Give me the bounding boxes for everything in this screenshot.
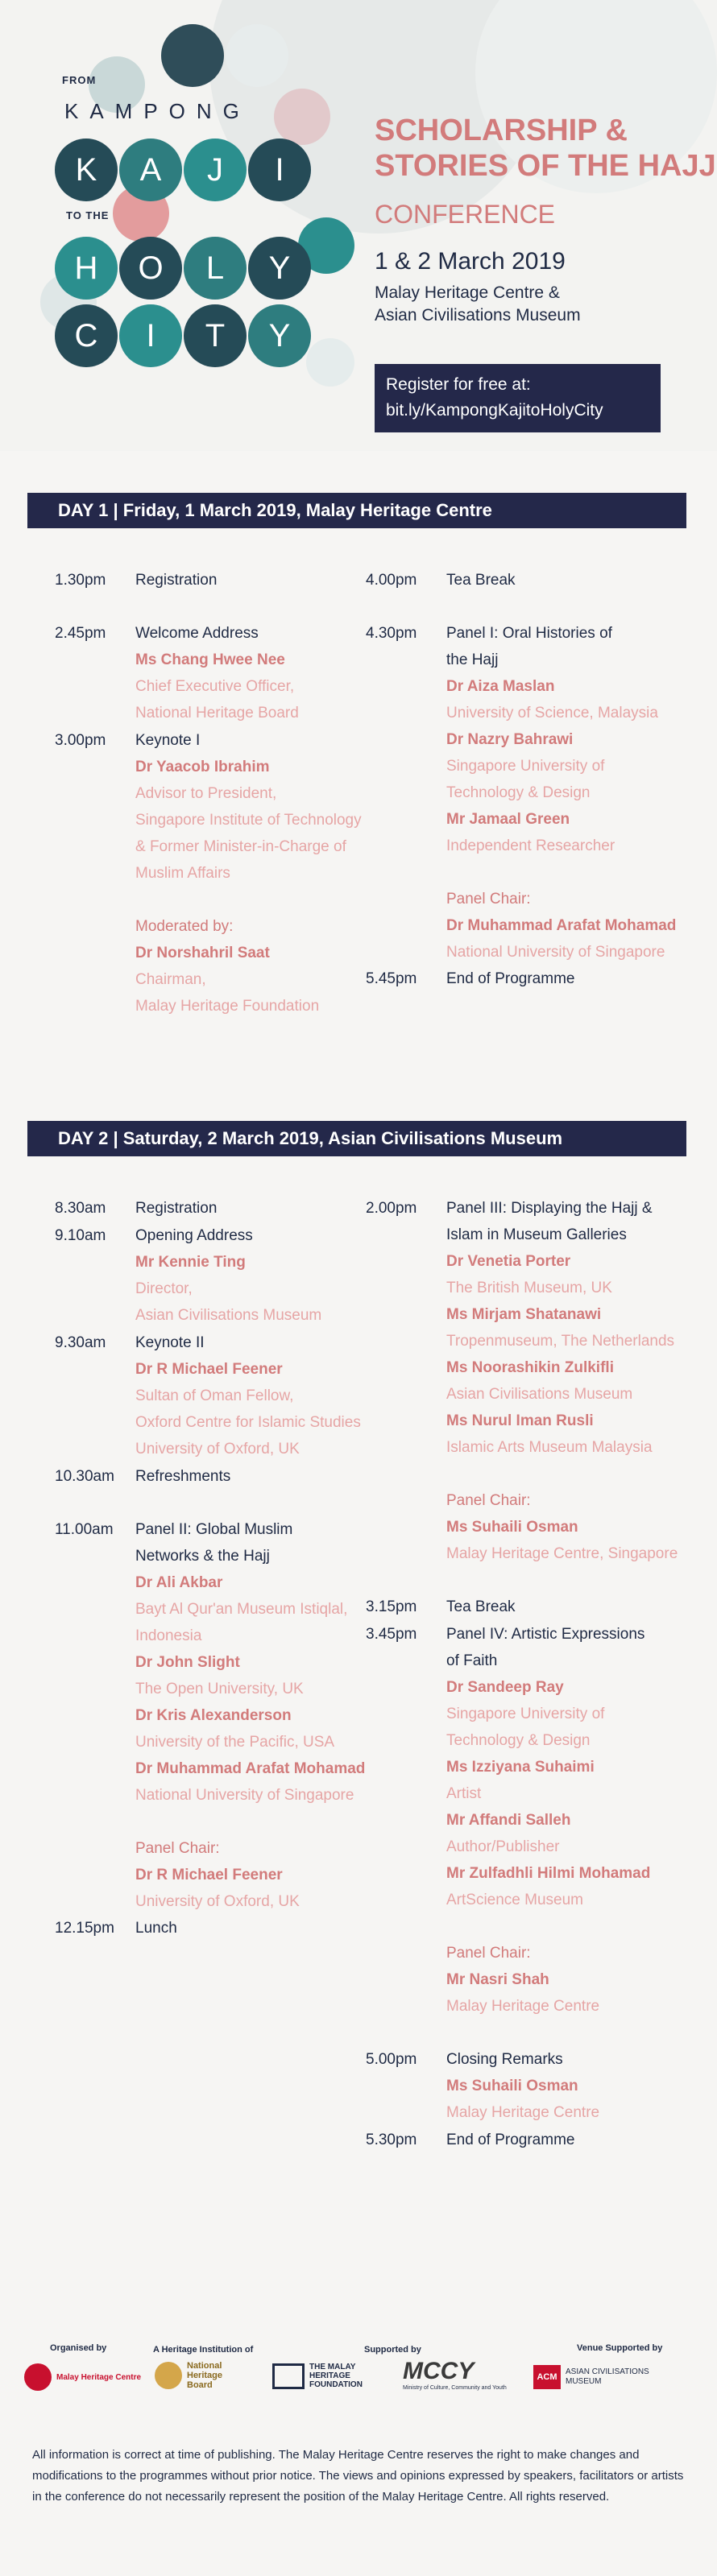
session-title: Tea Break: [446, 572, 516, 589]
speaker-name: Ms Noorashikin Zulkifli: [446, 1359, 614, 1376]
conference-subtitle: CONFERENCE: [375, 200, 556, 229]
speaker-affiliation: Asian Civilisations Museum: [135, 1307, 322, 1324]
schedule-time: 4.30pm: [366, 625, 417, 642]
speaker-affiliation: University of Science, Malaysia: [446, 705, 658, 722]
speaker-affiliation: Oxford Centre for Islamic Studies: [135, 1414, 361, 1431]
session-title: [135, 887, 362, 913]
schedule-details: [135, 1915, 177, 1941]
schedule-details: [446, 1621, 650, 2020]
speaker-affiliation: Singapore University of: [446, 1706, 605, 1722]
schedule-time: 8.30am: [55, 1200, 106, 1217]
speaker-affiliation: Asian Civilisations Museum: [446, 1386, 633, 1403]
nhb-logo-icon: [155, 2362, 182, 2389]
logo-letter: J: [184, 139, 247, 201]
role-label: Panel Chair:: [446, 1492, 531, 1509]
session-title: [446, 1913, 650, 1940]
role-label: Panel Chair:: [135, 1840, 220, 1857]
schedule-time: 10.30am: [55, 1468, 114, 1485]
malay-heritage-centre-logo: Malay Heritage Centre: [24, 2363, 141, 2391]
session-title: [446, 859, 676, 886]
session-title: the Hajj: [446, 651, 499, 668]
speaker-affiliation: Technology & Design: [446, 784, 591, 801]
speaker-affiliation: National Heritage Board: [135, 705, 299, 722]
speaker-name: Dr Muhammad Arafat Mohamad: [446, 917, 677, 934]
speaker-affiliation: National University of Singapore: [446, 944, 665, 961]
session-title: [135, 1809, 365, 1835]
speaker-name: Dr John Slight: [135, 1654, 240, 1671]
session-title: [446, 1461, 678, 1487]
speaker-name: Dr Kris Alexanderson: [135, 1707, 292, 1724]
hero-banner: [0, 0, 717, 451]
schedule-details: [446, 620, 676, 965]
speaker-affiliation: Advisor to President,: [135, 785, 277, 802]
session-title: Lunch: [135, 1920, 177, 1937]
speaker-affiliation: University of Oxford, UK: [135, 1441, 300, 1458]
mhc-logo-icon: [24, 2363, 52, 2391]
schedule-time: 11.00am: [55, 1521, 114, 1538]
logo-letter: A: [119, 139, 182, 201]
role-label: Moderated by:: [135, 918, 234, 935]
schedule-details: [135, 1222, 321, 1329]
logo-letter: T: [184, 304, 247, 367]
speaker-name: Dr Muhammad Arafat Mohamad: [135, 1760, 366, 1777]
schedule-time: 9.10am: [55, 1227, 106, 1244]
mhf-logo-icon: [272, 2363, 305, 2389]
schedule-time: 12.15pm: [55, 1920, 114, 1937]
speaker-name: Mr Zulfadhli Hilmi Mohamad: [446, 1865, 651, 1882]
organised-by-label: Organised by: [50, 2343, 107, 2353]
speaker-affiliation: Technology & Design: [446, 1732, 591, 1749]
schedule-details: [446, 1594, 516, 1620]
schedule-time: 5.30pm: [366, 2132, 417, 2148]
logo-letter: O: [119, 237, 182, 300]
speaker-affiliation: Malay Heritage Foundation: [135, 998, 320, 1015]
session-title: Opening Address: [135, 1227, 253, 1244]
speaker-affiliation: University of Oxford, UK: [135, 1893, 300, 1910]
speaker-name: Ms Mirjam Shatanawi: [446, 1306, 602, 1323]
speaker-affiliation: Singapore University of: [446, 758, 605, 775]
speaker-name: Mr Nasri Shah: [446, 1971, 549, 1988]
asian-civilisations-museum-logo: ACM ASIAN CIVILISATIONS MUSEUM: [533, 2365, 649, 2389]
speaker-name: Dr R Michael Feener: [135, 1361, 283, 1378]
schedule-details: [446, 2046, 599, 2126]
speaker-affiliation: Chief Executive Officer,: [135, 678, 295, 695]
schedule-details: [135, 567, 217, 593]
schedule-time: 2.45pm: [55, 625, 106, 642]
from-label: FROM: [62, 74, 97, 86]
schedule-details: [135, 727, 362, 1019]
role-label: Panel Chair:: [446, 1945, 531, 1962]
speaker-affiliation: Chairman,: [135, 971, 206, 988]
speaker-affiliation: National University of Singapore: [135, 1787, 354, 1804]
session-title: Panel II: Global Muslim: [135, 1521, 293, 1538]
speaker-name: Dr R Michael Feener: [135, 1867, 283, 1883]
speaker-affiliation: Sultan of Oman Fellow,: [135, 1387, 294, 1404]
speaker-name: Mr Kennie Ting: [135, 1254, 246, 1271]
schedule-time: 1.30pm: [55, 572, 106, 589]
speaker-name: Mr Affandi Salleh: [446, 1812, 571, 1829]
session-title: End of Programme: [446, 2132, 575, 2148]
day1-header: DAY 1 | Friday, 1 March 2019, Malay Heritage Centre: [27, 493, 686, 528]
logo-letter: Y: [248, 304, 311, 367]
speaker-name: Ms Nurul Iman Rusli: [446, 1412, 594, 1429]
speaker-affiliation: ArtScience Museum: [446, 1892, 584, 1908]
mccy-logo: MCCY Ministry of Culture, Community and Youth: [403, 2358, 507, 2391]
speaker-affiliation: Islamic Arts Museum Malaysia: [446, 1439, 653, 1456]
schedule-time: 5.00pm: [366, 2051, 417, 2068]
session-title: of Faith: [446, 1652, 498, 1669]
session-title: Refreshments: [135, 1468, 231, 1485]
session-title: Registration: [135, 1200, 218, 1217]
session-title: Keynote I: [135, 732, 201, 749]
speaker-name: Dr Norshahril Saat: [135, 945, 270, 961]
speaker-name: Ms Chang Hwee Nee: [135, 651, 285, 668]
schedule-details: [135, 1329, 361, 1462]
speaker-affiliation: Director,: [135, 1280, 193, 1297]
session-title: Keynote II: [135, 1334, 205, 1351]
conference-title: SCHOLARSHIP & STORIES OF THE HAJJ: [375, 114, 716, 183]
speaker-affiliation: & Former Minister-in-Charge of: [135, 838, 346, 855]
schedule-details: [135, 1516, 365, 1915]
speaker-affiliation: Author/Publisher: [446, 1838, 560, 1855]
schedule-time: 3.45pm: [366, 1626, 417, 1643]
supported-by-label: Supported by: [364, 2345, 421, 2355]
schedule-details: [446, 567, 516, 593]
schedule-details: [446, 1195, 678, 1567]
speaker-affiliation: Artist: [446, 1785, 482, 1802]
speaker-name: Dr Sandeep Ray: [446, 1679, 564, 1696]
session-title: Tea Break: [446, 1598, 516, 1615]
disclaimer-text: All information is correct at time of publishing. The Malay Heritage Centre reserves the right to make changes and modifications to the programmes without prior notice. The views and opinions expressed by speakers, facilitators or artists in the conference do not necessarily represent the position of the Malay Heritage Centre. All rights reserved.: [32, 2448, 684, 2504]
logo-letter: I: [248, 139, 311, 201]
logo-letter: C: [55, 304, 118, 367]
event-logo: [0, 0, 354, 403]
schedule-details: [446, 965, 574, 992]
speaker-affiliation: Singapore Institute of Technology: [135, 812, 362, 829]
speaker-affiliation: Bayt Al Qur'an Museum Istiqlal,: [135, 1601, 348, 1618]
schedule-time: 4.00pm: [366, 572, 417, 589]
session-title: Registration: [135, 572, 218, 589]
speaker-name: Ms Suhaili Osman: [446, 1519, 578, 1536]
kampong-label: KAMPONG: [64, 99, 251, 123]
register-link[interactable]: Register for free at: bit.ly/KampongKajitoHolyCity: [375, 364, 661, 432]
speaker-name: Dr Ali Akbar: [135, 1574, 223, 1591]
session-title: Welcome Address: [135, 625, 259, 642]
schedule-time: 2.00pm: [366, 1200, 417, 1217]
schedule-time: 3.00pm: [55, 732, 106, 749]
conference-date: 1 & 2 March 2019: [375, 248, 566, 275]
speaker-affiliation: Tropenmuseum, The Netherlands: [446, 1333, 675, 1350]
logo-letter: L: [184, 237, 247, 300]
schedule-details: [446, 2127, 574, 2153]
speaker-name: Dr Nazry Bahrawi: [446, 731, 574, 748]
schedule-time: 9.30am: [55, 1334, 106, 1351]
session-title: Panel IV: Artistic Expressions: [446, 1626, 645, 1643]
session-title: Networks & the Hajj: [135, 1548, 270, 1565]
session-title: Islam in Museum Galleries: [446, 1226, 627, 1243]
acm-logo-icon: ACM: [533, 2365, 561, 2389]
logo-letter: K: [55, 139, 118, 201]
national-heritage-board-logo: National Heritage Board: [155, 2361, 222, 2390]
logo-letter: H: [55, 237, 118, 300]
speaker-name: Dr Yaacob Ibrahim: [135, 759, 270, 775]
session-title: Closing Remarks: [446, 2051, 563, 2068]
logo-letter: I: [119, 304, 182, 367]
speaker-name: Ms Izziyana Suhaimi: [446, 1759, 595, 1776]
speaker-name: Mr Jamaal Green: [446, 811, 570, 828]
speaker-affiliation: Malay Heritage Centre: [446, 1998, 600, 2015]
speaker-name: Dr Venetia Porter: [446, 1253, 571, 1270]
speaker-affiliation: Muslim Affairs: [135, 865, 230, 882]
malay-heritage-foundation-logo: THE MALAY HERITAGE FOUNDATION: [272, 2363, 363, 2389]
speaker-affiliation: Indonesia: [135, 1627, 202, 1644]
to-the-label: TO THE: [66, 209, 110, 221]
venue-supported-by-label: Venue Supported by: [577, 2343, 663, 2353]
day2-header: DAY 2 | Saturday, 2 March 2019, Asian Civilisations Museum: [27, 1121, 686, 1156]
speaker-name: Dr Aiza Maslan: [446, 678, 555, 695]
speaker-affiliation: The British Museum, UK: [446, 1280, 612, 1296]
session-title: End of Programme: [446, 970, 575, 987]
heritage-institution-label: A Heritage Institution of: [153, 2345, 254, 2355]
speaker-affiliation: Malay Heritage Centre, Singapore: [446, 1545, 678, 1562]
role-label: Panel Chair:: [446, 891, 531, 908]
schedule-details: [135, 1195, 217, 1222]
schedule-time: 3.15pm: [366, 1598, 417, 1615]
session-title: Panel I: Oral Histories of: [446, 625, 612, 642]
logo-letter: Y: [248, 237, 311, 300]
speaker-affiliation: The Open University, UK: [135, 1681, 304, 1697]
schedule-time: 5.45pm: [366, 970, 417, 987]
speaker-name: Ms Suhaili Osman: [446, 2078, 578, 2094]
schedule-details: [135, 1463, 230, 1490]
session-title: Panel III: Displaying the Hajj &: [446, 1200, 653, 1217]
speaker-affiliation: Independent Researcher: [446, 837, 615, 854]
speaker-affiliation: Malay Heritage Centre: [446, 2104, 600, 2121]
conference-venue: Malay Heritage Centre & Asian Civilisations Museum: [375, 283, 581, 325]
speaker-affiliation: University of the Pacific, USA: [135, 1734, 335, 1751]
schedule-details: [135, 620, 299, 726]
